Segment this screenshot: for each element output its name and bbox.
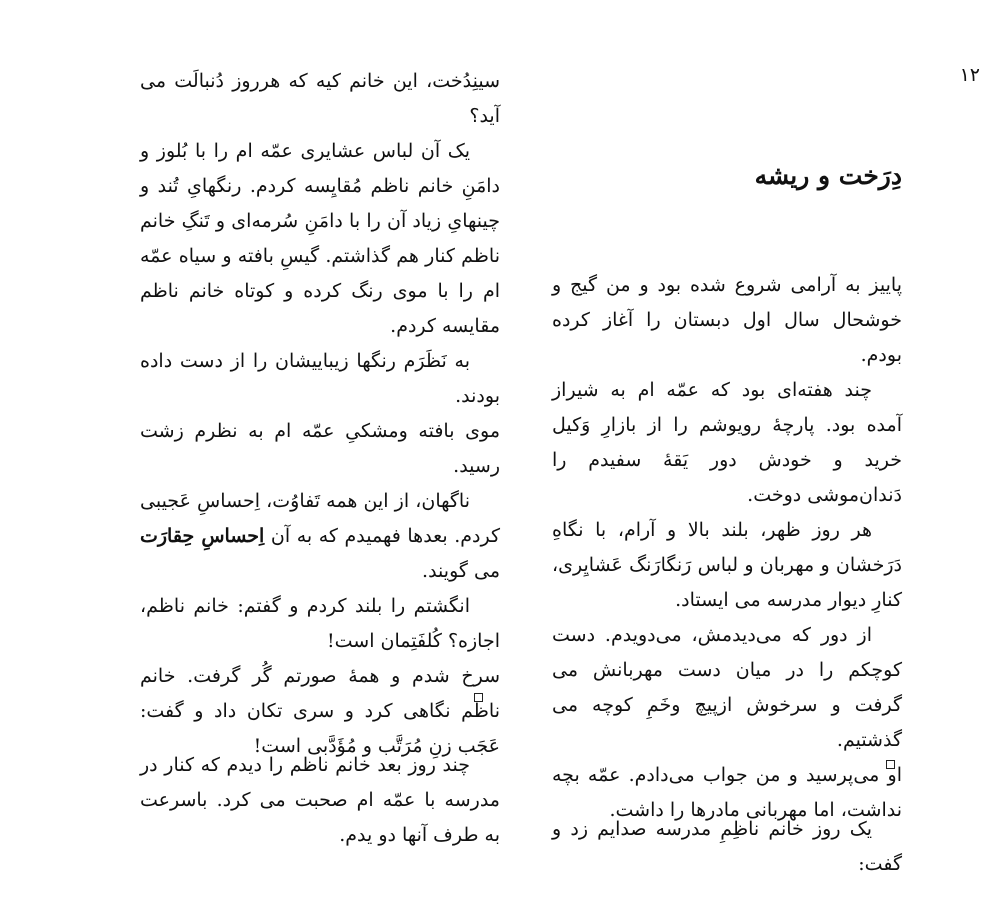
paragraph: چند روز بعد خانم ناظم را دیدم که کنار در مدرسه با عمّه ام صحبت می کرد. باسرعت به طرف آنها دو یدم. <box>140 754 500 846</box>
paragraph: انگشتم را بلند کردم و گفتم: خانم ناظم، اجازه؟ کُلفَتِمان است! <box>140 595 500 652</box>
left-column-bottom-paragraph <box>140 748 500 853</box>
paragraph: یک روز خانم ناظِمِ مدرسه صدایم زد و گفت: <box>552 818 902 875</box>
paragraph: یک آن لباس عشایری عمّه ام را با بُلوز و دامَنِ خانم ناظم مُقایِسه کردم. رنگهایِ تُند و چینهایِ زیاد آن را با دامَنِ سُرمه‌ای و تَنگِ خانم ناظم کنار هم گذاشتم. گیسِ بافته و سیاه عمّه ام را با موی رنگ کرده و کوتاه خانم ناظم مقایسه کردم. <box>140 140 500 337</box>
right-column-bottom-line <box>552 812 902 882</box>
section-divider-square-icon <box>886 760 895 769</box>
text-segment: ناگهان، از این همه تَفاوُت، اِحساسِ عَجیبی کردم. بعدها فهمیدم که به آن <box>140 490 500 547</box>
section-divider-square-icon <box>474 693 483 702</box>
paragraph <box>140 484 500 589</box>
paragraph: او می‌پرسید و من جواب می‌دادم. عمّه بچه نداشت، اما مهربانی مادرها را داشت. <box>552 764 902 821</box>
paragraph: موی بافته ومشکیِ عمّه ام به نظرم زشت رسید. <box>140 420 500 477</box>
paragraph: سینِدُخت، این خانم کیه که هرروز دُنبالَت می آید؟ <box>140 70 500 127</box>
bold-phrase: اِحساسِ حِقارَت <box>140 525 265 547</box>
paragraph: چند هفته‌ای بود که عمّه ام به شیراز آمده بود. پارچهٔ رویوشم را از بازارِ وَکیل خرید و خودش دور یَقهٔ سفیدم را دَندان‌موشی دوخت. <box>552 379 902 506</box>
left-column-body <box>140 64 500 764</box>
page-number: ۱۲ <box>959 64 980 86</box>
paragraph: از دور که می‌دیدمش، می‌دویدم. دست کوچکم را در میان دست مهربانش می گرفت و سرخوش ازپیچ وخَمِ کوچه می گذشتیم. <box>552 624 902 751</box>
chapter-title: دِرَخت و ریشه <box>754 161 902 190</box>
paragraph: پاییز به آرامی شروع شده بود و من گیج و خوشحال سال اول دبستان را آغاز کرده بودم. <box>552 274 902 366</box>
paragraph: هر روز ظهر، بلند بالا و آرام، با نگاهِ دَرَخشان و مهربان و لباس رَنگارَنگ عَشایِری، کنارِ دیوار مدرسه می ایستاد. <box>552 519 902 611</box>
right-column-body <box>552 268 902 828</box>
paragraph: سرخ شدم و همهٔ صورتم گُر گرفت. خانم ناظم نگاهی کرد و سری تکان داد و گفت: عَجَب زنِ مُرَتَّب و مُؤَدَّبی است! <box>140 665 501 757</box>
text-segment: می گویند. <box>422 560 500 582</box>
paragraph: به نَظَرَم رنگها زیباییشان را از دست داده بودند. <box>140 350 500 407</box>
